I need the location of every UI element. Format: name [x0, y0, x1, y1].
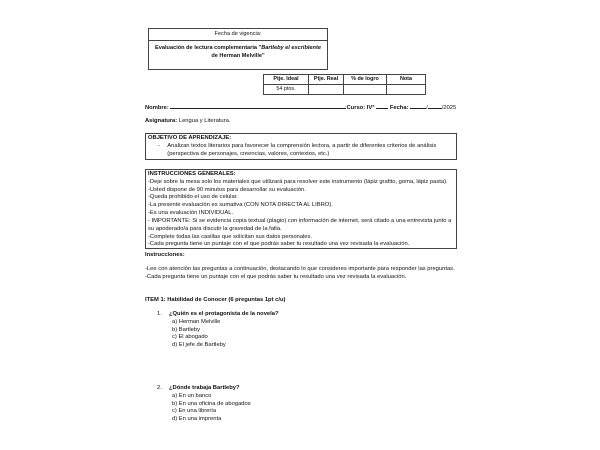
achievement-header: % de logro: [344, 75, 387, 85]
grade-header: Nota: [387, 75, 426, 85]
date-label: Fecha:: [389, 105, 409, 111]
objective-title: OBJETIVO DE APRENDIZAJE:: [148, 135, 232, 141]
score-table: [263, 74, 426, 95]
grade-cell[interactable]: [387, 85, 426, 95]
title-suffix: de Herman Melville": [211, 53, 265, 60]
header-box: [148, 28, 328, 70]
subject-line: [145, 118, 230, 126]
date-separator: /: [426, 105, 428, 111]
score-header-row: [264, 75, 426, 85]
answer-option[interactable]: d) El jefe de Bartleby: [172, 342, 226, 349]
student-info-line: [145, 102, 456, 113]
title-prefix: Evaluación de lectura complementaria ": [155, 45, 262, 51]
course-label: Curso: IV°: [346, 105, 375, 111]
instruction-line: -Es una evaluación INDIVIDUAL.: [148, 210, 234, 217]
question-1: [157, 311, 279, 350]
answer-option[interactable]: b) Bartleby: [172, 326, 201, 333]
question-text: ¿Dónde trabaja Bartleby?: [169, 385, 240, 391]
question-2: [157, 385, 251, 424]
real-score-header: Ptje. Real: [309, 75, 344, 85]
question-number: 1.: [157, 311, 162, 317]
instruction-line: -Usted dispone de 90 minutos para desarrollar su evaluación.: [148, 186, 306, 193]
answer-option[interactable]: c) El abogado: [172, 334, 208, 341]
ideal-score-value: 54 ptos.: [264, 85, 309, 95]
question-number: 2.: [157, 385, 162, 391]
answer-option[interactable]: b) En una oficina de abogados: [172, 400, 251, 407]
objective-text: Analizan textos literarios para favorecer la comprensión lectora, a partir de diferentes criterios de análisis (perspectiva de personajes, creencias, valores, contextos, etc.): [167, 142, 437, 157]
instruction-line: - IMPORTANTE: Si se evidencia copia textual (plagio) con información de internet, será citado a una entrevista junto a su apoderado/a para discutir la gravedad de la falta.: [148, 217, 452, 232]
course-field[interactable]: [376, 102, 388, 109]
instruction-line: -La presente evaluación es sumativa (CON NOTA DIRECTA AL LIBRO).: [148, 202, 333, 209]
answer-option[interactable]: a) Herman Melville: [172, 318, 221, 325]
ideal-score-header: Ptje. Ideal: [264, 75, 309, 85]
question-text: ¿Quién es el protagonista de la novela?: [169, 311, 279, 317]
instruction-line: -Cada pregunta tiene un puntaje con el que podrás saber tu resultado una vez revisada la evaluación.: [148, 241, 410, 248]
subject-label: Asignatura:: [145, 118, 178, 124]
answer-option[interactable]: a) En un banco: [172, 392, 212, 399]
objective-box: [145, 133, 457, 160]
answer-option[interactable]: d) En una imprenta: [172, 416, 222, 423]
instruction-line: -Complete todas las casillas que solicitan sus datos personales.: [148, 233, 313, 240]
name-label: Nombre:: [145, 105, 169, 111]
day-field[interactable]: [410, 102, 426, 109]
achievement-cell[interactable]: [344, 85, 387, 95]
score-value-row: [264, 85, 426, 95]
question-title: [157, 385, 251, 393]
item1-title: ITEM 1: Habilidad de Conocer (6 preguntas 1pt c/u): [145, 297, 286, 303]
month-field[interactable]: [428, 102, 442, 109]
objective-bullet: [148, 143, 454, 159]
instructions-title: Instrucciones:: [145, 252, 185, 258]
objective-dash: -: [158, 142, 160, 149]
evaluation-title: [149, 41, 327, 60]
general-instructions-title: INSTRUCCIONES GENERALES:: [148, 171, 236, 177]
year-text: /2025: [441, 105, 457, 111]
instruction-line: -Deje sobre la mesa solo los materiales que utilizará para resolver este instrumento (lápiz grafito, goma, lápiz pasta).: [148, 178, 448, 185]
title-italic: Bartleby el escribiente: [261, 45, 321, 51]
instruction-line: -Cada pregunta tiene un puntaje con el que podrás saber tu resultado una vez revisada la evaluación.: [145, 273, 407, 280]
question-title: [157, 311, 279, 319]
instruction-line: -Queda prohibido el uso de celular.: [148, 194, 238, 201]
validity-date-label: Fecha de vigencia:: [149, 29, 327, 41]
name-field[interactable]: [170, 102, 346, 109]
general-instructions-box: [145, 169, 457, 249]
answer-option[interactable]: c) En una librería: [172, 408, 217, 415]
instruction-line: -Lee con atención las preguntas a continuación, destacando lo que consideres importante para responder las preguntas.: [145, 266, 455, 272]
subject-value: Lengua y Literatura.: [178, 118, 231, 124]
instructions-body: [145, 266, 455, 282]
real-score-cell[interactable]: [309, 85, 344, 95]
